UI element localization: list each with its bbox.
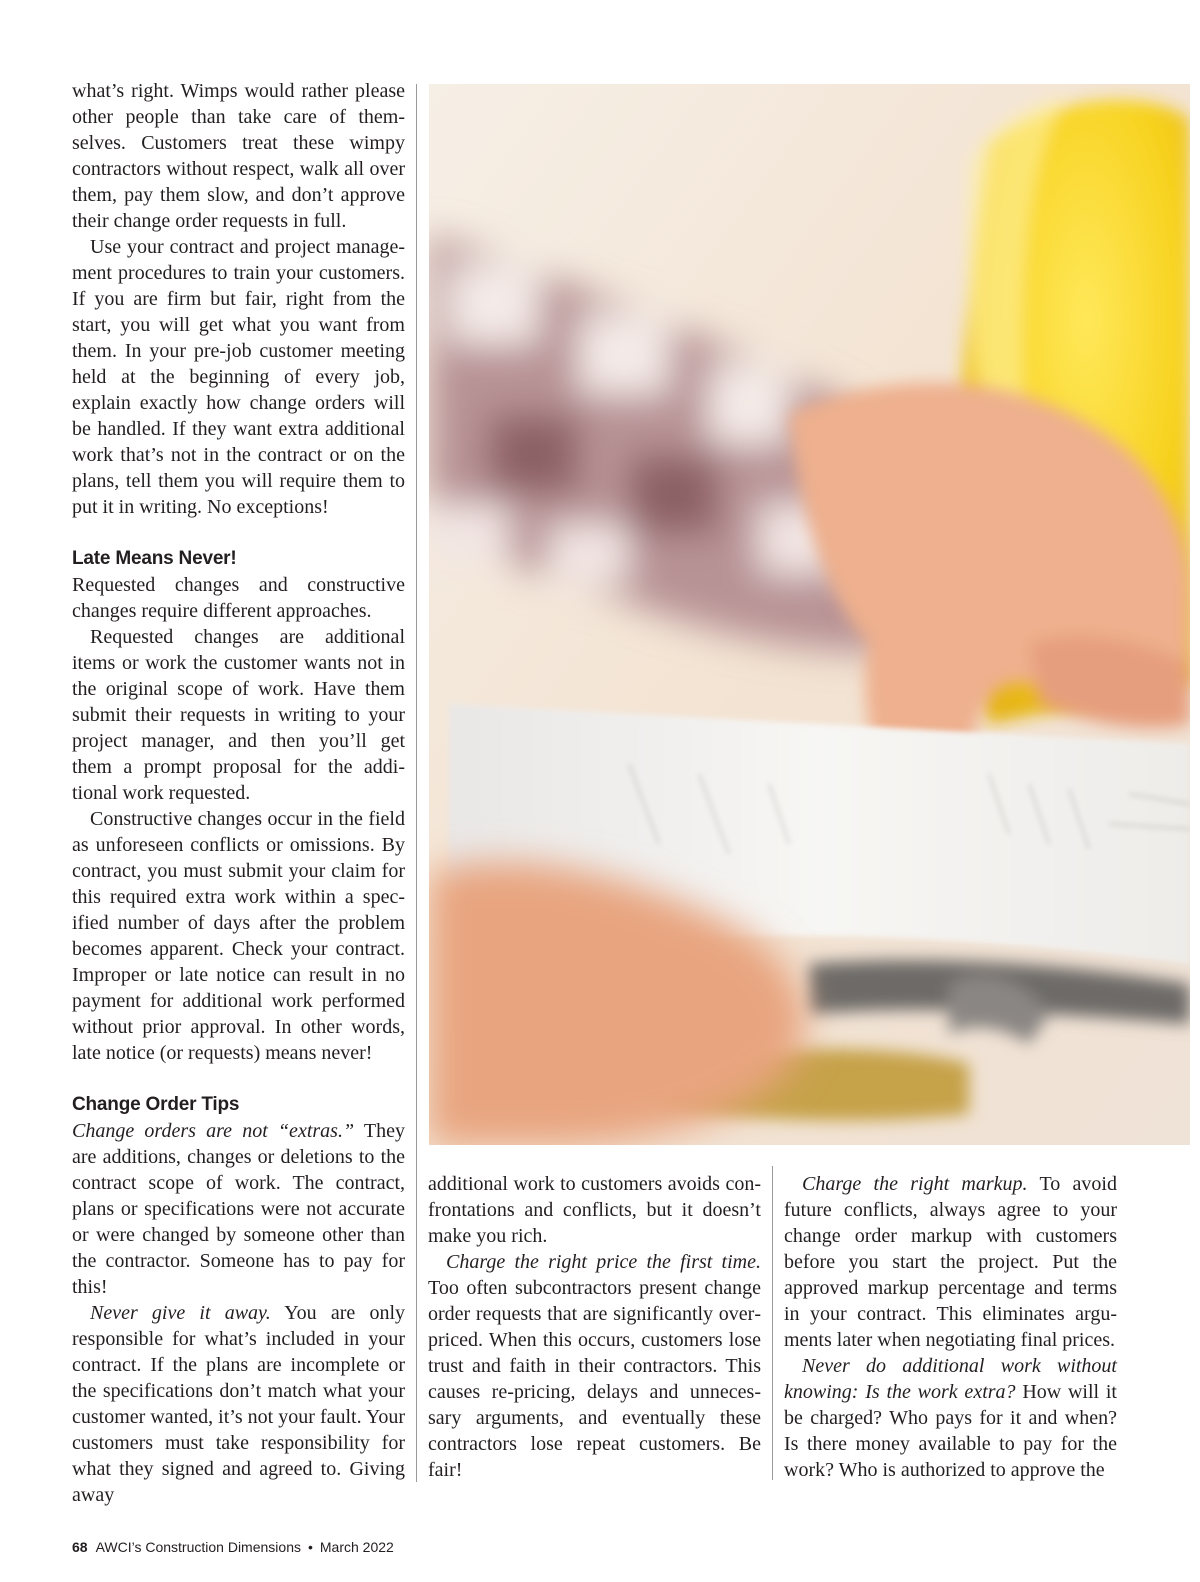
paragraph-text: How will it be charged? Who pays for it and when? Is there money available to pay for the work? Who is authorized to approve the (784, 1381, 1117, 1481)
paragraph: Constructive changes occur in the field as unforeseen conflicts or omissions. By contract, you must submit your claim for this required extra work within a specified number of days after the problem becomes apparent. Check your contract. Improper or late notice can result in no payment for additional work performed without prior approval. In other words, late notice (or requests) means never! (72, 808, 405, 1064)
paragraph-text: To avoid future conflicts, always agree to your change order markup with customers before you start the project. Put the approved markup percentage and terms in your contract. This eliminates arguments later when negotiating final prices. (784, 1173, 1117, 1351)
right-column (784, 1171, 1117, 1483)
footer-separator: • (307, 1539, 313, 1555)
photo-illustration (429, 84, 1190, 1145)
column-divider (416, 84, 417, 1482)
page-number: 68 (72, 1539, 88, 1555)
section-heading-change-order-tips: Change Order Tips (72, 1094, 240, 1115)
italic-lead: Charge the right price the first time. (446, 1251, 761, 1273)
page-footer (72, 1539, 394, 1555)
paragraph: Requested changes are additional items or work the customer wants not in the original scope of work. Have them submit their requests in writing to your project manager, and then you’ll get them a prompt proposal for the additional work requested. (72, 626, 405, 804)
publication-name: AWCI’s Construction Dimensions (95, 1539, 301, 1555)
paragraph: Use your contract and project management procedures to train your customers. If you are firm but fair, right from the start, you will get what you want from them. In your pre-job customer meeting held at the beginning of every job, explain exactly how change orders will be handled. If they want extra additional work that’s not in the contract or on the plans, tell them you will require them to put it in writing. No exceptions! (72, 236, 405, 518)
paragraph: what’s right. Wimps would rather please other people than take care of themselves. Customers treat these wimpy contractors without respect, walk all over them, pay them slow, and don’t approve their change order requests in full. (72, 80, 405, 232)
issue-date: March 2022 (319, 1539, 394, 1555)
italic-lead: Change orders are not “extras.” (72, 1120, 355, 1142)
middle-column (428, 1171, 761, 1483)
paragraph-text: You are only responsible for what’s included in your contract. If the plans are incomplete or the specifications don’t match what your customer wanted, it’s not your fault. Your customers must take responsibility for what they signed and agreed to. Giving away (72, 1302, 405, 1506)
paragraph (72, 1300, 405, 1508)
paragraph (428, 1249, 761, 1483)
left-column (72, 78, 405, 1508)
paragraph: Requested changes and constructive changes require different approaches. (72, 574, 405, 622)
paragraph (72, 1118, 405, 1300)
hand-on-document-photo (429, 84, 1190, 1145)
paragraph-text: They are additions, changes or deletions to the contract scope of work. The contract, plans or specifications were not accurate or were changed by someone other than the contractor. Someone has to pay for this! (72, 1120, 405, 1298)
paragraph-text: Too often subcontractors present change order requests that are significantly overpriced. When this occurs, customers lose trust and faith in their contractors. This causes re-pricing, delays and unnecessary arguments, and eventually these contractors lose repeat customers. Be fair! (428, 1277, 761, 1481)
paragraph: additional work to customers avoids confrontations and conflicts, but it doesn’t make you rich. (428, 1173, 761, 1247)
paragraph (784, 1171, 1117, 1353)
section-heading-late-means-never: Late Means Never! (72, 548, 237, 569)
italic-lead: Charge the right markup. (802, 1173, 1028, 1195)
italic-lead: Never do additional work without knowing: Is the work extra? (784, 1355, 1117, 1403)
paragraph (784, 1353, 1117, 1483)
italic-lead: Never give it away. (90, 1302, 271, 1324)
column-divider (772, 1166, 773, 1480)
